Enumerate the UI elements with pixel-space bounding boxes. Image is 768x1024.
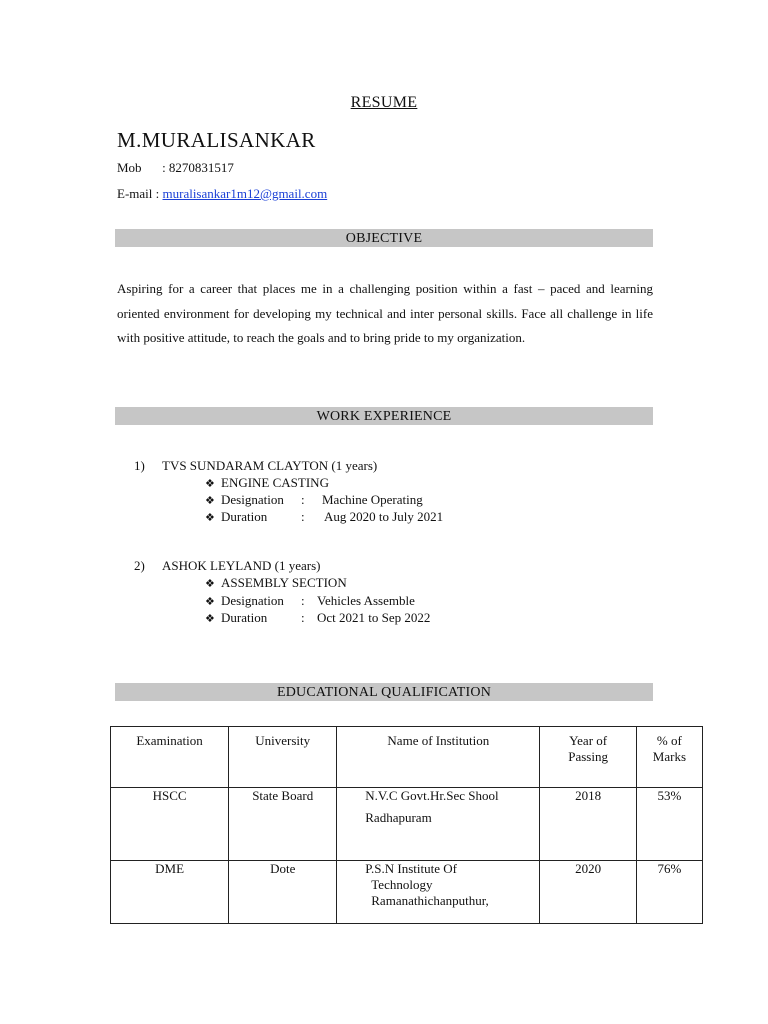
email-link[interactable]: muralisankar1m12@gmail.com (162, 186, 328, 201)
education-table (110, 726, 703, 924)
university-cell: State Board (229, 788, 337, 861)
objective-heading: OBJECTIVE (115, 229, 653, 247)
table-row (111, 861, 703, 924)
job-number: 2) (134, 558, 145, 573)
mobile-value: : 8270831517 (162, 160, 234, 175)
diamond-bullet-icon: ❖ (205, 512, 215, 524)
institution-cell: N.V.C Govt.Hr.Sec Shool Radhapuram (337, 788, 540, 861)
job-designation: ❖ Designation : Machine Operating (205, 492, 423, 507)
table-row (111, 788, 703, 861)
marks-cell: 76% (636, 861, 702, 924)
education-heading: EDUCATIONAL QUALIFICATION (115, 683, 653, 701)
table-header-row (111, 727, 703, 788)
column-header: Examination (111, 727, 229, 788)
email-label: E-mail : (117, 186, 160, 201)
year-cell: 2020 (540, 861, 636, 924)
job-duration: ❖ Duration : Oct 2021 to Sep 2022 (205, 610, 431, 625)
work-experience-heading: WORK EXPERIENCE (115, 407, 653, 425)
year-cell: 2018 (540, 788, 636, 861)
job-number: 1) (134, 458, 145, 473)
mobile-label: Mob (117, 160, 142, 175)
mobile-line (117, 160, 234, 176)
exam-cell: HSCC (111, 788, 229, 861)
job-section: ❖ ASSEMBLY SECTION (205, 575, 347, 590)
objective-text: Aspiring for a career that places me in a challenging position within a fast – paced and learning oriented environment for developing my technical and inter personal skills. Face all challenge in life with positive attitude, to reach the goals and to bring pride to my organization. (117, 281, 653, 345)
job-title: TVS SUNDARAM CLAYTON (1 years) (162, 458, 378, 473)
diamond-bullet-icon: ❖ (205, 495, 215, 507)
diamond-bullet-icon: ❖ (205, 613, 215, 625)
exam-cell: DME (111, 861, 229, 924)
job-section: ❖ ENGINE CASTING (205, 475, 329, 490)
candidate-name: M.MURALISANKAR (117, 128, 316, 152)
job-duration: ❖ Duration : Aug 2020 to July 2021 (205, 509, 444, 524)
resume-title: RESUME (350, 94, 418, 111)
marks-cell: 53% (636, 788, 702, 861)
university-cell: Dote (229, 861, 337, 924)
job-title: ASHOK LEYLAND (1 years) (162, 558, 321, 573)
institution-cell: P.S.N Institute Of Technology Ramanathichanputhur, (337, 861, 540, 924)
column-header: University (229, 727, 337, 788)
column-header: % of Marks (636, 727, 702, 788)
email-line (117, 186, 327, 202)
job-designation: ❖ Designation : Vehicles Assemble (205, 593, 415, 608)
diamond-bullet-icon: ❖ (205, 578, 215, 590)
column-header: Year of Passing (540, 727, 636, 788)
diamond-bullet-icon: ❖ (205, 596, 215, 608)
column-header: Name of Institution (337, 727, 540, 788)
diamond-bullet-icon: ❖ (205, 478, 215, 490)
